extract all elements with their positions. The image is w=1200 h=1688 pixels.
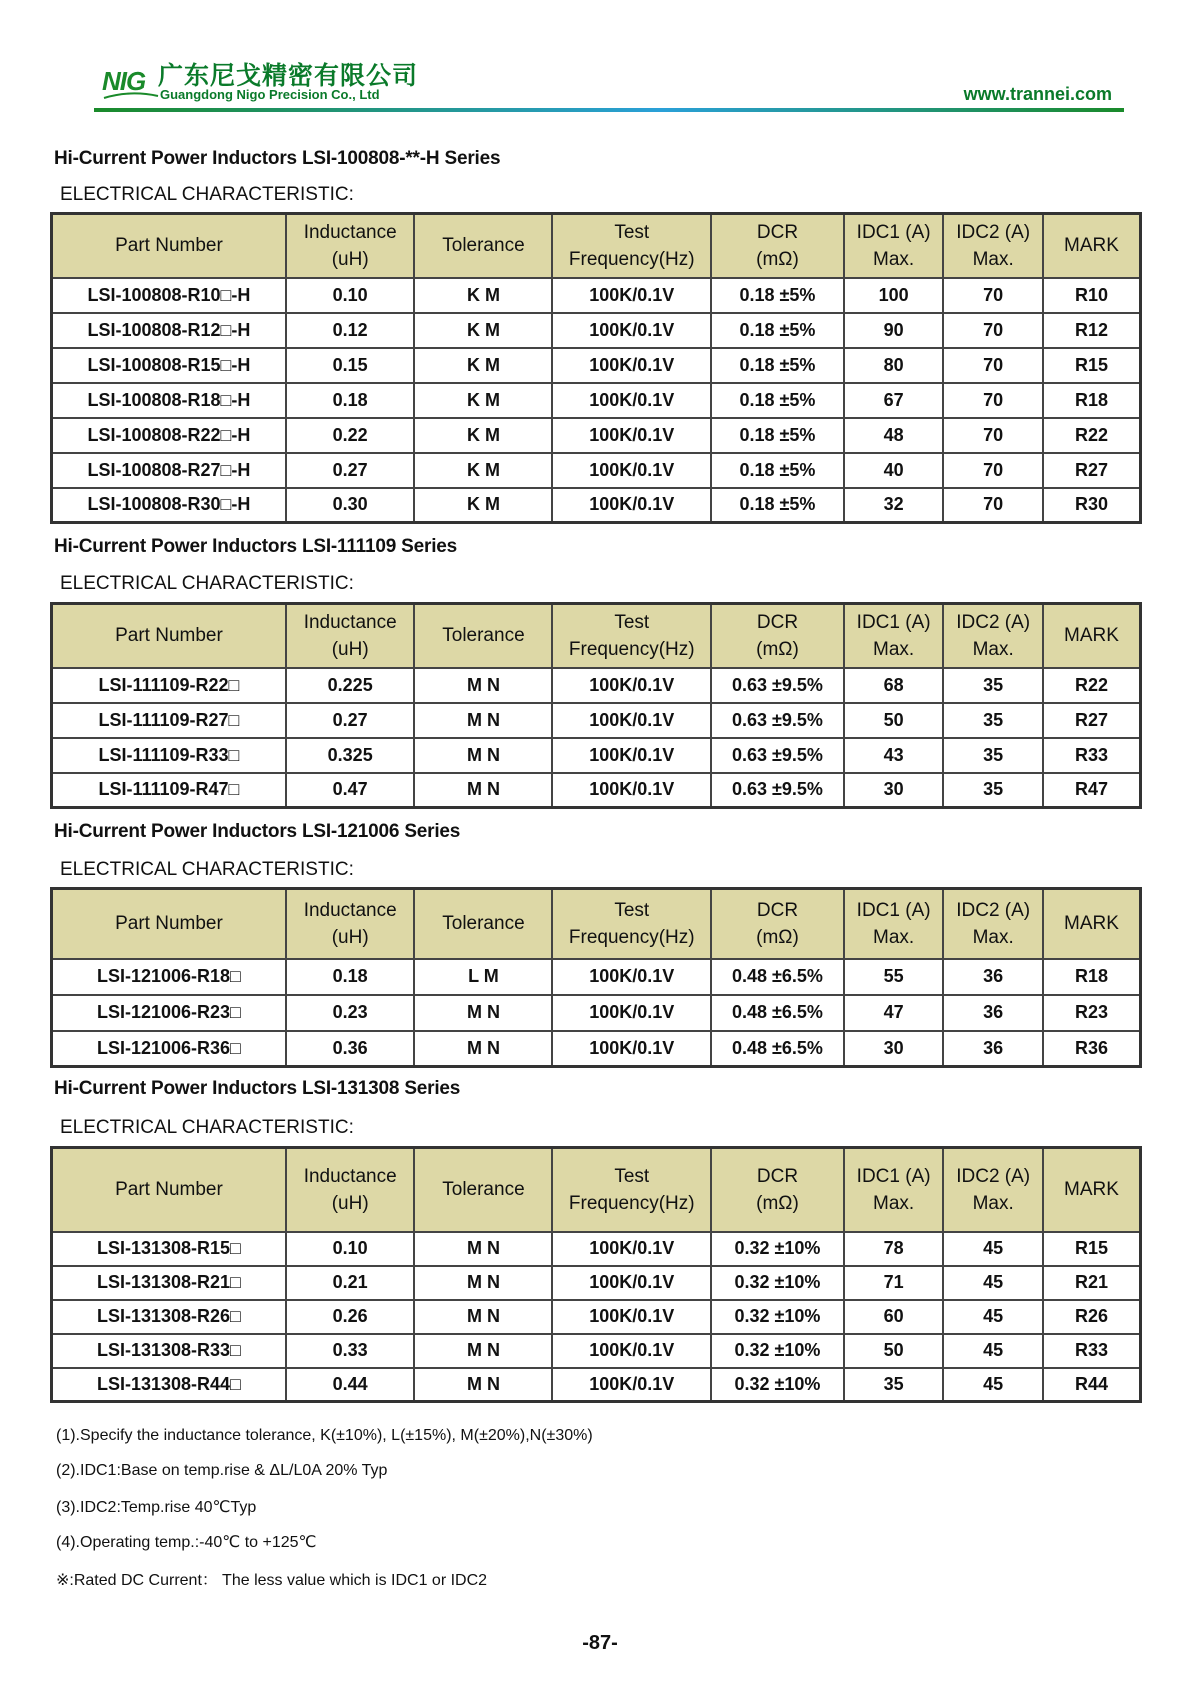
part-number-cell: LSI-111109-R47□	[52, 773, 286, 808]
test-frequency-cell: 100K/0.1V	[552, 959, 711, 995]
note-idc2: (3).IDC2:Temp.rise 40℃Typ	[56, 1499, 257, 1516]
column-header	[552, 214, 711, 278]
mark-cell: R26	[1043, 1300, 1141, 1334]
table-row	[52, 1031, 1141, 1067]
table-row	[52, 995, 1141, 1031]
part-number-cell: LSI-100808-R18□-H	[52, 383, 286, 418]
logo-text: NIG	[102, 66, 146, 96]
table-row	[52, 1232, 1141, 1266]
idc1-cell: 60	[844, 1300, 944, 1334]
idc2-cell: 36	[943, 1031, 1043, 1067]
spec-table-111109	[50, 602, 1142, 809]
section-title: Hi-Current Power Inductors LSI-111109 Series	[54, 536, 458, 557]
column-header-label: Tolerance	[442, 235, 525, 257]
dcr-cell: 0.32 ±10%	[711, 1368, 844, 1402]
spec-table-100808	[50, 212, 1142, 524]
test-frequency-cell: 100K/0.1V	[552, 668, 711, 703]
column-header	[286, 1148, 415, 1232]
idc2-cell: 45	[943, 1266, 1043, 1300]
idc1-cell: 90	[844, 313, 944, 348]
idc2-cell: 70	[943, 488, 1043, 523]
table-row	[52, 1266, 1141, 1300]
table-row	[52, 1300, 1141, 1334]
dcr-cell: 0.18 ±5%	[711, 453, 844, 488]
column-header-label: Test	[614, 899, 650, 921]
tolerance-cell: L M	[414, 959, 552, 995]
idc1-cell: 48	[844, 418, 944, 453]
part-number-cell: LSI-100808-R12□-H	[52, 313, 286, 348]
part-number-cell: LSI-121006-R36□	[52, 1031, 286, 1067]
tolerance-cell: K M	[414, 313, 552, 348]
idc2-cell: 35	[943, 668, 1043, 703]
column-header	[1043, 214, 1141, 278]
column-header	[286, 604, 415, 668]
idc1-cell: 50	[844, 1334, 944, 1368]
inductance-cell: 0.44	[286, 1368, 415, 1402]
column-header-label: (mΩ)	[756, 1192, 799, 1214]
table-row	[52, 488, 1141, 523]
header-divider	[94, 108, 1124, 112]
column-header	[52, 889, 286, 959]
inductance-cell: 0.22	[286, 418, 415, 453]
table-row	[52, 348, 1141, 383]
tolerance-cell: K M	[414, 488, 552, 523]
idc2-cell: 35	[943, 703, 1043, 738]
section-title: Hi-Current Power Inductors LSI-121006 Series	[54, 821, 461, 842]
mark-cell: R22	[1043, 668, 1141, 703]
table-row	[52, 1334, 1141, 1368]
inductance-cell: 0.33	[286, 1334, 415, 1368]
column-header	[943, 1148, 1043, 1232]
column-header-label: Inductance	[303, 1165, 397, 1187]
idc1-cell: 55	[844, 959, 944, 995]
tolerance-cell: K M	[414, 383, 552, 418]
tolerance-cell: K M	[414, 348, 552, 383]
column-header-label: Part Number	[115, 1179, 223, 1201]
tolerance-cell: M N	[414, 1368, 552, 1402]
column-header-label: (mΩ)	[756, 926, 799, 948]
idc2-cell: 45	[943, 1300, 1043, 1334]
column-header-label: IDC1 (A)	[856, 1165, 931, 1187]
column-header	[286, 214, 415, 278]
column-header	[844, 604, 944, 668]
mark-cell: R10	[1043, 278, 1141, 313]
table-row	[52, 313, 1141, 348]
table-row	[52, 278, 1141, 313]
test-frequency-cell: 100K/0.1V	[552, 348, 711, 383]
part-number-cell: LSI-131308-R26□	[52, 1300, 286, 1334]
section-title: Hi-Current Power Inductors LSI-131308 Series	[54, 1078, 461, 1099]
table-row	[52, 418, 1141, 453]
dcr-cell: 0.48 ±6.5%	[711, 995, 844, 1031]
column-header-label: (mΩ)	[756, 638, 799, 660]
dcr-cell: 0.32 ±10%	[711, 1266, 844, 1300]
column-header	[844, 889, 944, 959]
column-header-label: IDC2 (A)	[956, 221, 1031, 243]
dcr-cell: 0.32 ±10%	[711, 1232, 844, 1266]
column-header	[552, 889, 711, 959]
note-operating-temp: (4).Operating temp.:-40℃ to +125℃	[56, 1534, 317, 1551]
tolerance-cell: K M	[414, 418, 552, 453]
idc1-cell: 100	[844, 278, 944, 313]
part-number-cell: LSI-131308-R33□	[52, 1334, 286, 1368]
column-header-label: Tolerance	[442, 1179, 525, 1201]
tolerance-cell: M N	[414, 773, 552, 808]
column-header-label: IDC1 (A)	[856, 221, 931, 243]
dcr-cell: 0.63 ±9.5%	[711, 703, 844, 738]
test-frequency-cell: 100K/0.1V	[552, 488, 711, 523]
column-header-label: Max.	[972, 1192, 1014, 1214]
part-number-cell: LSI-131308-R15□	[52, 1232, 286, 1266]
idc2-cell: 70	[943, 313, 1043, 348]
idc1-cell: 47	[844, 995, 944, 1031]
idc1-cell: 67	[844, 383, 944, 418]
table-header-row	[52, 214, 1141, 278]
note-rated-current: ※:Rated DC Current： The less value which is IDC1 or IDC2	[56, 1572, 488, 1589]
idc2-cell: 70	[943, 278, 1043, 313]
page-number: -87-	[582, 1632, 618, 1654]
tolerance-cell: M N	[414, 1232, 552, 1266]
inductance-cell: 0.36	[286, 1031, 415, 1067]
dcr-cell: 0.18 ±5%	[711, 313, 844, 348]
idc1-cell: 71	[844, 1266, 944, 1300]
inductance-cell: 0.27	[286, 703, 415, 738]
part-number-cell: LSI-111109-R22□	[52, 668, 286, 703]
column-header-label: DCR	[756, 221, 799, 243]
test-frequency-cell: 100K/0.1V	[552, 738, 711, 773]
tolerance-cell: M N	[414, 668, 552, 703]
column-header	[844, 1148, 944, 1232]
test-frequency-cell: 100K/0.1V	[552, 278, 711, 313]
column-header	[1043, 889, 1141, 959]
idc1-cell: 30	[844, 773, 944, 808]
test-frequency-cell: 100K/0.1V	[552, 1300, 711, 1334]
column-header-label: Frequency(Hz)	[568, 638, 695, 660]
idc2-cell: 35	[943, 738, 1043, 773]
column-header	[552, 604, 711, 668]
column-header-label: DCR	[756, 611, 799, 633]
idc2-cell: 70	[943, 453, 1043, 488]
idc1-cell: 30	[844, 1031, 944, 1067]
tolerance-cell: M N	[414, 1266, 552, 1300]
column-header-label: IDC1 (A)	[856, 899, 931, 921]
column-header-label: (mΩ)	[756, 248, 799, 270]
tolerance-cell: M N	[414, 738, 552, 773]
column-header-label: MARK	[1064, 625, 1119, 647]
inductance-cell: 0.26	[286, 1300, 415, 1334]
table-row	[52, 703, 1141, 738]
idc1-cell: 43	[844, 738, 944, 773]
table-row	[52, 1368, 1141, 1402]
column-header	[1043, 604, 1141, 668]
mark-cell: R33	[1043, 738, 1141, 773]
inductance-cell: 0.325	[286, 738, 415, 773]
inductance-cell: 0.15	[286, 348, 415, 383]
inductance-cell: 0.225	[286, 668, 415, 703]
tolerance-cell: M N	[414, 1300, 552, 1334]
column-header-label: Part Number	[115, 235, 223, 257]
dcr-cell: 0.18 ±5%	[711, 348, 844, 383]
dcr-cell: 0.18 ±5%	[711, 488, 844, 523]
part-number-cell: LSI-131308-R44□	[52, 1368, 286, 1402]
idc2-cell: 45	[943, 1232, 1043, 1266]
column-header-label: Max.	[972, 926, 1014, 948]
mark-cell: R22	[1043, 418, 1141, 453]
dcr-cell: 0.63 ±9.5%	[711, 738, 844, 773]
column-header	[52, 604, 286, 668]
column-header-label: Inductance	[303, 611, 397, 633]
idc1-cell: 68	[844, 668, 944, 703]
inductance-cell: 0.21	[286, 1266, 415, 1300]
column-header-label: Max.	[873, 248, 915, 270]
dcr-cell: 0.18 ±5%	[711, 383, 844, 418]
column-header-label: IDC2 (A)	[956, 899, 1031, 921]
idc1-cell: 50	[844, 703, 944, 738]
mark-cell: R12	[1043, 313, 1141, 348]
dcr-cell: 0.63 ±9.5%	[711, 773, 844, 808]
test-frequency-cell: 100K/0.1V	[552, 703, 711, 738]
column-header-label: Max.	[972, 248, 1014, 270]
column-header-label: MARK	[1064, 235, 1119, 257]
table-row	[52, 959, 1141, 995]
company-name-en: Guangdong Nigo Precision Co., Ltd	[160, 87, 380, 102]
part-number-cell: LSI-100808-R30□-H	[52, 488, 286, 523]
inductance-cell: 0.10	[286, 1232, 415, 1266]
part-number-cell: LSI-100808-R22□-H	[52, 418, 286, 453]
column-header-label: Max.	[873, 926, 915, 948]
column-header-label: Test	[614, 221, 650, 243]
tolerance-cell: M N	[414, 995, 552, 1031]
column-header-label: Part Number	[115, 913, 223, 935]
column-header	[943, 604, 1043, 668]
part-number-cell: LSI-100808-R10□-H	[52, 278, 286, 313]
mark-cell: R30	[1043, 488, 1141, 523]
mark-cell: R27	[1043, 703, 1141, 738]
idc1-cell: 40	[844, 453, 944, 488]
part-number-cell: LSI-100808-R15□-H	[52, 348, 286, 383]
column-header-label: Max.	[972, 638, 1014, 660]
tolerance-cell: M N	[414, 703, 552, 738]
column-header	[711, 604, 844, 668]
part-number-cell: LSI-121006-R18□	[52, 959, 286, 995]
column-header	[414, 214, 552, 278]
tolerance-cell: M N	[414, 1334, 552, 1368]
mark-cell: R44	[1043, 1368, 1141, 1402]
column-header	[414, 1148, 552, 1232]
column-header-label: Test	[614, 1165, 650, 1187]
inductance-cell: 0.27	[286, 453, 415, 488]
mark-cell: R33	[1043, 1334, 1141, 1368]
company-logo	[102, 66, 145, 97]
idc2-cell: 70	[943, 418, 1043, 453]
dcr-cell: 0.32 ±10%	[711, 1334, 844, 1368]
idc1-cell: 32	[844, 488, 944, 523]
column-header-label: Tolerance	[442, 913, 525, 935]
column-header-label: MARK	[1064, 1179, 1119, 1201]
column-header-label: Frequency(Hz)	[568, 1192, 695, 1214]
dcr-cell: 0.18 ±5%	[711, 418, 844, 453]
logo-swoosh-icon	[102, 92, 160, 100]
column-header-label: DCR	[756, 899, 799, 921]
table-row	[52, 668, 1141, 703]
column-header-label: (uH)	[331, 926, 369, 948]
column-header-label: DCR	[756, 1165, 799, 1187]
section-subtitle: ELECTRICAL CHARACTERISTIC:	[60, 573, 354, 594]
inductance-cell: 0.10	[286, 278, 415, 313]
idc2-cell: 45	[943, 1334, 1043, 1368]
inductance-cell: 0.18	[286, 383, 415, 418]
mark-cell: R15	[1043, 1232, 1141, 1266]
part-number-cell: LSI-121006-R23□	[52, 995, 286, 1031]
dcr-cell: 0.18 ±5%	[711, 278, 844, 313]
inductance-cell: 0.47	[286, 773, 415, 808]
column-header	[844, 214, 944, 278]
section-title: Hi-Current Power Inductors LSI-100808-**-H Series	[54, 148, 501, 169]
tolerance-cell: K M	[414, 453, 552, 488]
website-link[interactable]: www.trannei.com	[963, 84, 1112, 104]
column-header	[552, 1148, 711, 1232]
part-number-cell: LSI-111109-R27□	[52, 703, 286, 738]
idc2-cell: 36	[943, 959, 1043, 995]
section-subtitle: ELECTRICAL CHARACTERISTIC:	[60, 184, 354, 205]
column-header-label: Max.	[873, 638, 915, 660]
column-header-label: Part Number	[115, 625, 223, 647]
mark-cell: R21	[1043, 1266, 1141, 1300]
page-header	[94, 56, 1124, 112]
table-header-row	[52, 604, 1141, 668]
column-header	[414, 889, 552, 959]
mark-cell: R23	[1043, 995, 1141, 1031]
idc2-cell: 70	[943, 348, 1043, 383]
section-subtitle: ELECTRICAL CHARACTERISTIC:	[60, 859, 354, 880]
idc2-cell: 70	[943, 383, 1043, 418]
table-row	[52, 773, 1141, 808]
test-frequency-cell: 100K/0.1V	[552, 1031, 711, 1067]
dcr-cell: 0.32 ±10%	[711, 1300, 844, 1334]
idc1-cell: 80	[844, 348, 944, 383]
idc2-cell: 35	[943, 773, 1043, 808]
test-frequency-cell: 100K/0.1V	[552, 1232, 711, 1266]
note-idc1: (2).IDC1:Base on temp.rise & ΔL/L0A 20% Typ	[56, 1462, 388, 1479]
mark-cell: R36	[1043, 1031, 1141, 1067]
mark-cell: R27	[1043, 453, 1141, 488]
inductance-cell: 0.18	[286, 959, 415, 995]
column-header	[711, 1148, 844, 1232]
column-header-label: Max.	[873, 1192, 915, 1214]
column-header-label: IDC2 (A)	[956, 611, 1031, 633]
test-frequency-cell: 100K/0.1V	[552, 1368, 711, 1402]
column-header-label: (uH)	[331, 1192, 369, 1214]
idc1-cell: 35	[844, 1368, 944, 1402]
column-header-label: (uH)	[331, 638, 369, 660]
mark-cell: R18	[1043, 383, 1141, 418]
test-frequency-cell: 100K/0.1V	[552, 1334, 711, 1368]
section-subtitle: ELECTRICAL CHARACTERISTIC:	[60, 1117, 354, 1138]
company-name-cn: 广东尼戈精密有限公司	[158, 61, 419, 90]
inductance-cell: 0.12	[286, 313, 415, 348]
test-frequency-cell: 100K/0.1V	[552, 1266, 711, 1300]
dcr-cell: 0.63 ±9.5%	[711, 668, 844, 703]
table-header-row	[52, 889, 1141, 959]
table-row	[52, 738, 1141, 773]
column-header	[52, 214, 286, 278]
mark-cell: R15	[1043, 348, 1141, 383]
table-header-row	[52, 1148, 1141, 1232]
test-frequency-cell: 100K/0.1V	[552, 313, 711, 348]
inductance-cell: 0.23	[286, 995, 415, 1031]
test-frequency-cell: 100K/0.1V	[552, 995, 711, 1031]
column-header	[711, 889, 844, 959]
mark-cell: R47	[1043, 773, 1141, 808]
mark-cell: R18	[1043, 959, 1141, 995]
spec-table-131308	[50, 1146, 1142, 1403]
inductance-cell: 0.30	[286, 488, 415, 523]
column-header-label: (uH)	[331, 248, 369, 270]
column-header	[943, 889, 1043, 959]
column-header	[711, 214, 844, 278]
idc1-cell: 78	[844, 1232, 944, 1266]
note-tolerance: (1).Specify the inductance tolerance, K(±10%), L(±15%), M(±20%),N(±30%)	[56, 1427, 593, 1444]
test-frequency-cell: 100K/0.1V	[552, 453, 711, 488]
dcr-cell: 0.48 ±6.5%	[711, 1031, 844, 1067]
part-number-cell: LSI-131308-R21□	[52, 1266, 286, 1300]
tolerance-cell: M N	[414, 1031, 552, 1067]
tolerance-cell: K M	[414, 278, 552, 313]
column-header-label: Inductance	[303, 221, 397, 243]
idc2-cell: 36	[943, 995, 1043, 1031]
test-frequency-cell: 100K/0.1V	[552, 418, 711, 453]
column-header	[286, 889, 415, 959]
table-row	[52, 453, 1141, 488]
part-number-cell: LSI-111109-R33□	[52, 738, 286, 773]
test-frequency-cell: 100K/0.1V	[552, 773, 711, 808]
column-header	[414, 604, 552, 668]
column-header	[943, 214, 1043, 278]
column-header-label: Frequency(Hz)	[568, 926, 695, 948]
dcr-cell: 0.48 ±6.5%	[711, 959, 844, 995]
column-header-label: IDC2 (A)	[956, 1165, 1031, 1187]
part-number-cell: LSI-100808-R27□-H	[52, 453, 286, 488]
column-header-label: Tolerance	[442, 625, 525, 647]
column-header-label: MARK	[1064, 913, 1119, 935]
column-header-label: IDC1 (A)	[856, 611, 931, 633]
spec-table-121006	[50, 887, 1142, 1068]
column-header	[52, 1148, 286, 1232]
idc2-cell: 45	[943, 1368, 1043, 1402]
table-row	[52, 383, 1141, 418]
column-header-label: Inductance	[303, 899, 397, 921]
column-header	[1043, 1148, 1141, 1232]
column-header-label: Frequency(Hz)	[568, 248, 695, 270]
column-header-label: Test	[614, 611, 650, 633]
test-frequency-cell: 100K/0.1V	[552, 383, 711, 418]
